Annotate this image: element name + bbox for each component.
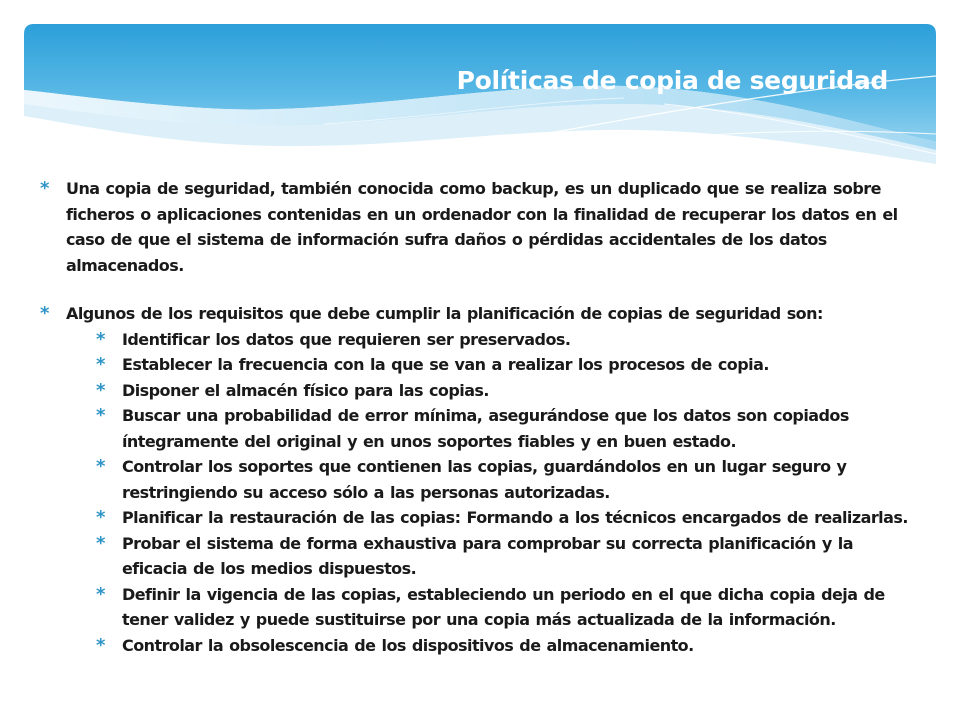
requirement-text: Controlar los soportes que contienen las copias, guardándolos en un lugar seguro y restringiendo su acceso sólo a las personas autorizadas. <box>122 457 847 502</box>
requirement-text: Establecer la frecuencia con la que se van a realizar los procesos de copia. <box>122 355 769 374</box>
paragraph-requirements-intro: Algunos de los requisitos que debe cumplir la planificación de copias de seguridad son: <box>66 304 823 323</box>
bullet-icon: * <box>96 379 105 401</box>
requirement-text: Definir la vigencia de las copias, estableciendo un periodo en el que dicha copia deja de tener validez y puede sustituirse por una copia más actualizada de la información. <box>122 584 885 629</box>
requirement-text: Probar el sistema de forma exhaustiva para comprobar su correcta planificación y la eficacia de los medios dispuestos. <box>122 533 853 578</box>
bullet-icon: * <box>40 303 49 324</box>
requirement-item <box>40 378 920 404</box>
requirement-item <box>40 352 920 378</box>
bullet-icon: * <box>96 507 105 528</box>
bullet-icon: * <box>40 178 49 199</box>
requirement-item <box>40 327 920 353</box>
requirement-text: Disponer el almacén físico para las copias. <box>122 380 489 400</box>
requirement-item <box>40 531 920 582</box>
requirement-item <box>40 582 920 633</box>
requirement-item <box>40 454 920 505</box>
requirement-item <box>40 403 920 454</box>
bullet-icon: * <box>96 634 105 656</box>
requirement-text: Buscar una probabilidad de error mínima, asegurándose que los datos son copiados íntegramente del original y en unos soportes fiables y en buen estado. <box>122 406 849 451</box>
bullet-icon: * <box>96 583 105 605</box>
requirement-text: Planificar la restauración de las copias: Formando a los técnicos encargados de realizarlas. <box>122 508 908 527</box>
bullet-icon: * <box>96 456 105 477</box>
bullet-icon: * <box>96 405 105 426</box>
bullet-icon: * <box>96 354 105 375</box>
bullet-icon: * <box>96 328 105 350</box>
list-item <box>40 176 920 278</box>
requirement-item <box>40 505 920 531</box>
requirement-item <box>40 633 920 659</box>
header-banner <box>24 24 936 164</box>
requirement-text: Controlar la obsolescencia de los dispositivos de almacenamiento. <box>122 635 694 655</box>
requirement-text: Identificar los datos que requieren ser preservados. <box>122 329 571 349</box>
slide-content <box>40 176 920 658</box>
list-item <box>40 301 920 327</box>
bullet-icon: * <box>96 532 105 554</box>
slide-title: Políticas de copia de seguridad <box>456 66 888 95</box>
paragraph-backup-definition: Una copia de seguridad, también conocida como backup, es un duplicado que se realiza sobre ficheros o aplicaciones contenidas en un ordenador con la finalidad de recuperar los datos en el caso de que el sistema de información sufra daños o pérdidas accidentales de los datos almacenados. <box>66 179 898 275</box>
